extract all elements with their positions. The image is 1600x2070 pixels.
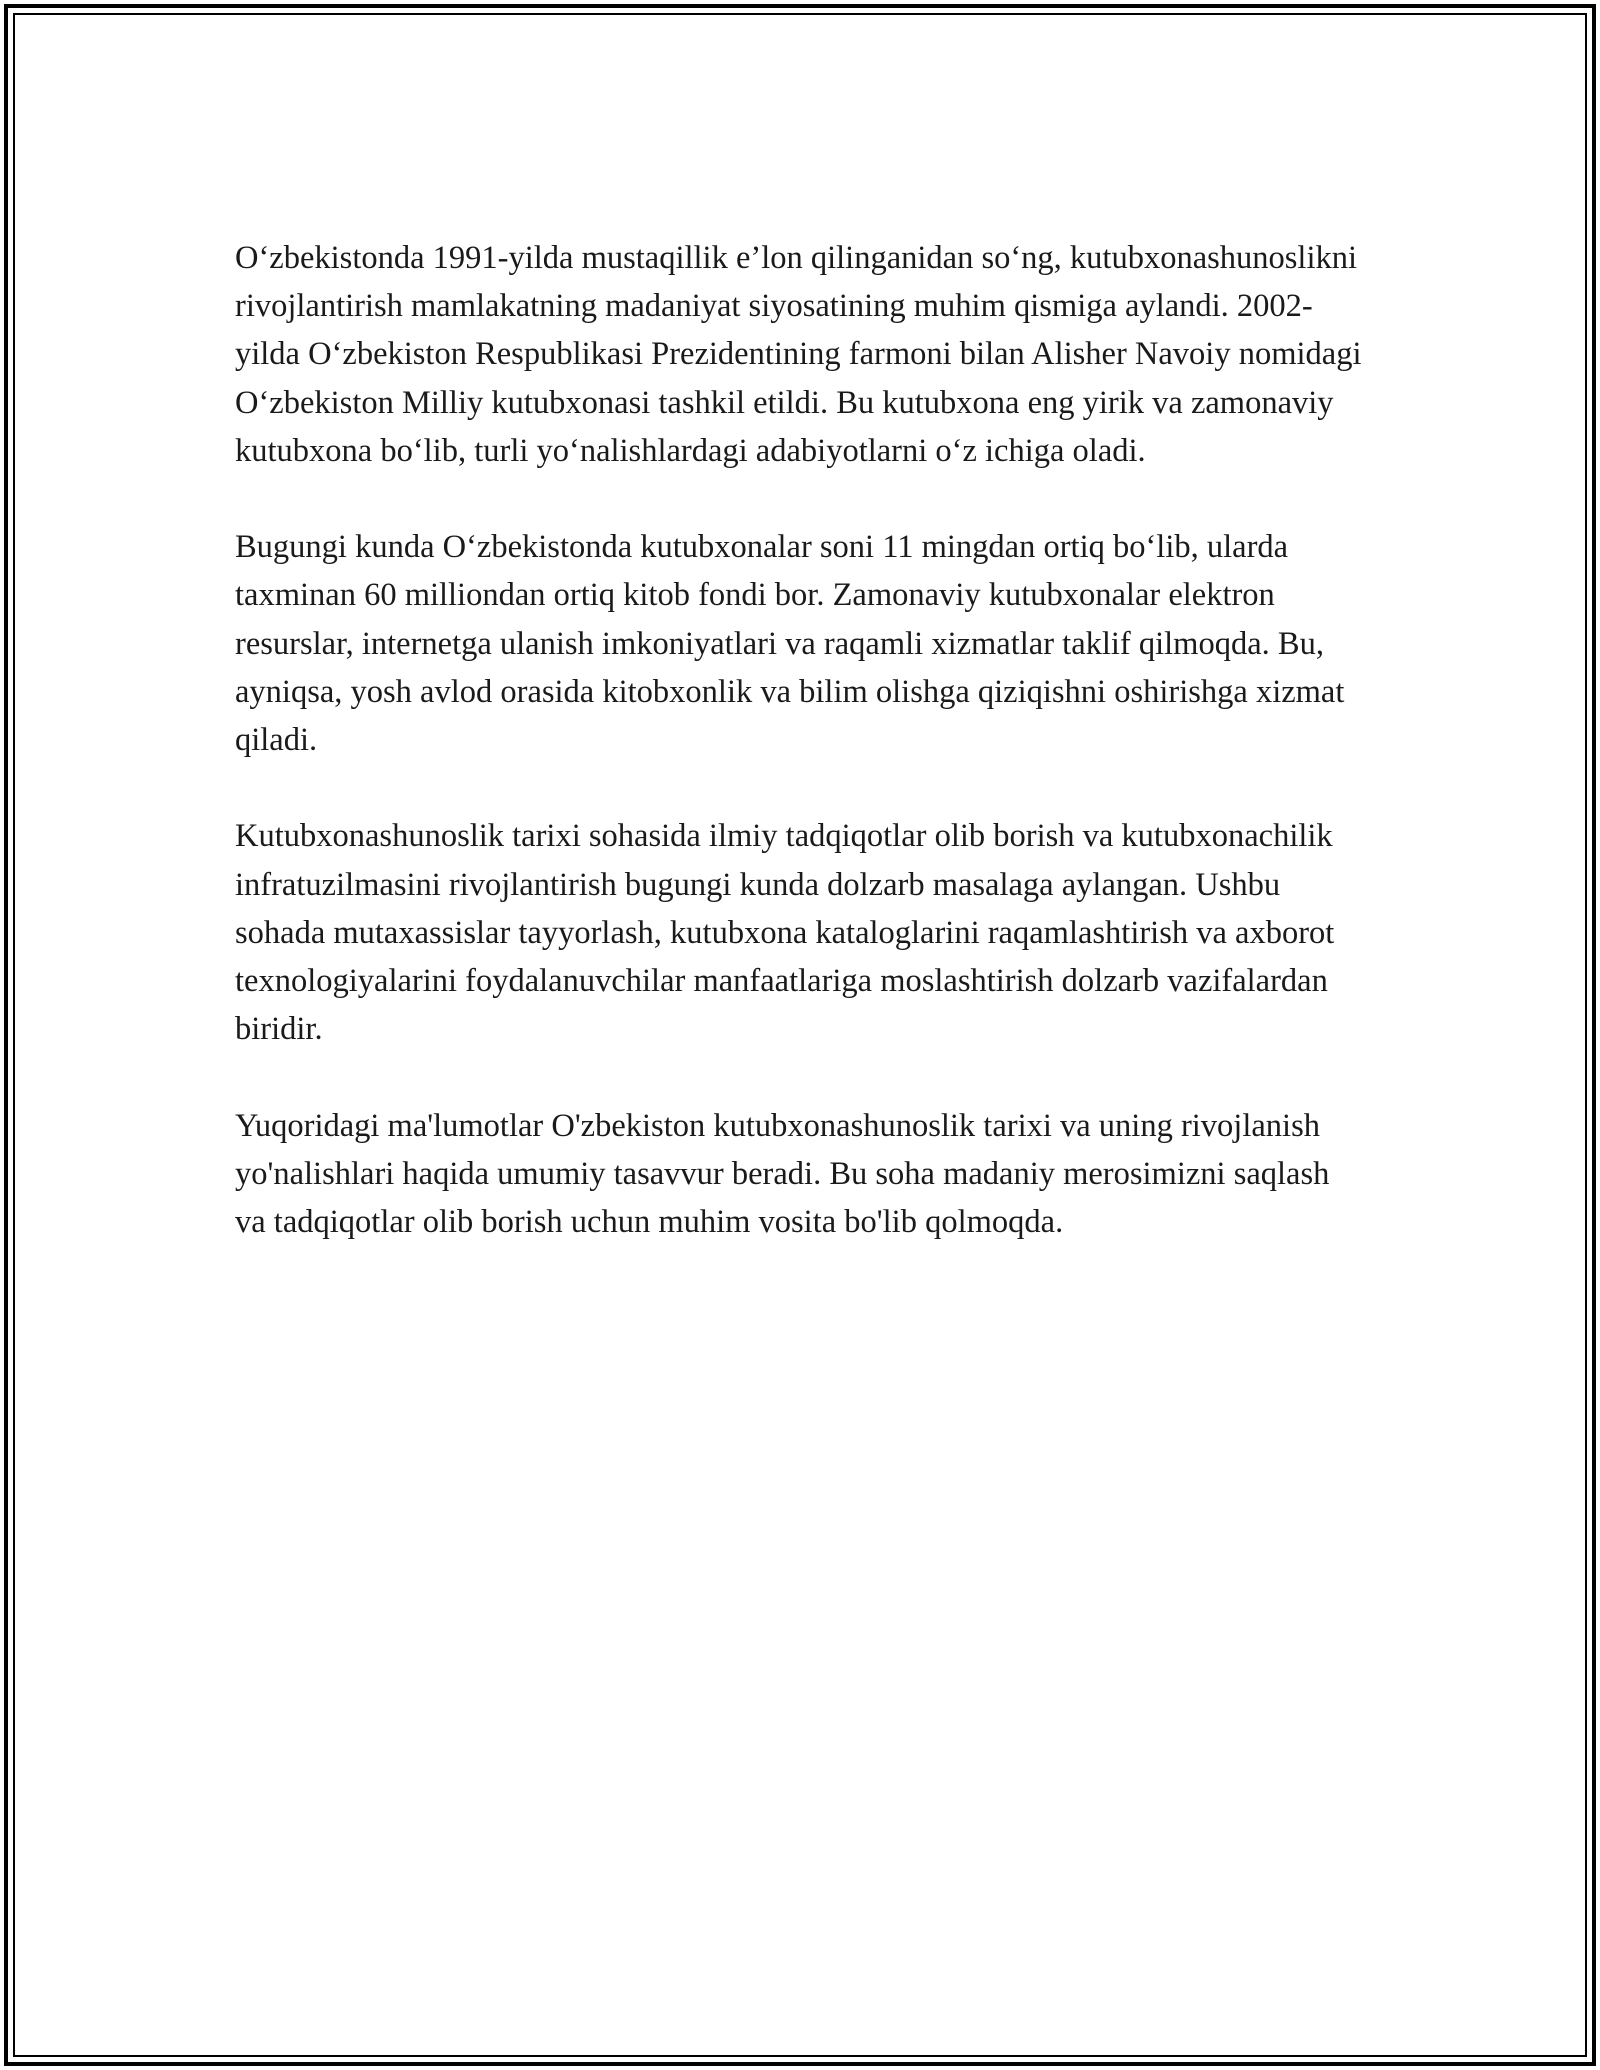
paragraph-3: Kutubxonashunoslik tarixi sohasida ilmiy tadqiqotlar olib borish va kutubxonachilik infratuzilmasini rivojlantirish bugungi kunda dolzarb masalaga aylangan. Ushbu sohada mutaxassislar tayyorlash, kutubxona kataloglarini raqamlashtirish va axborot texnologiyalarini foydalanuvchilar manfaatlariga moslashtirish dolzarb vazifalardan biridir. [235,818,1335,1048]
paragraph-1: O‘zbekistonda 1991-yilda mustaqillik e’lon qilinganidan so‘ng, kutubxonashunoslikni rivojlantirish mamlakatning madaniyat siyosatining muhim qismiga aylandi. 2002-yilda O‘zbekiston Respublikasi Prezidentining farmoni bilan Alisher Navoiy nomidagi O‘zbekiston Milliy kutubxonasi tashkil etildi. Bu kutubxona eng yirik va zamonaviy kutubxona bo‘lib, turli yo‘nalishlardagi adabiyotlarni o‘z ichiga oladi. [235,240,1362,469]
document-body [235,234,1365,1294]
paragraph-4: Yuqoridagi ma'lumotlar O'zbekiston kutubxonashunoslik tarixi va uning rivojlanish yo'nalishlari haqida umumiy tasavvur beradi. Bu soha madaniy merosimizni saqlash va tadqiqotlar olib borish uchun muhim vosita bo'lib qolmoqda. [235,1107,1330,1241]
paragraph-2: Bugungi kunda O‘zbekistonda kutubxonalar soni 11 mingdan ortiq bo‘lib, ularda taxminan 60 milliondan ortiq kitob fondi bor. Zamonaviy kutubxonalar elektron resurslar, internetga ulanish imkoniyatlari va raqamli xizmatlar taklif qilmoqda. Bu, ayniqsa, yosh avlod orasida kitobxonlik va bilim olishga qiziqishni oshirishga xizmat qiladi. [235,529,1345,759]
